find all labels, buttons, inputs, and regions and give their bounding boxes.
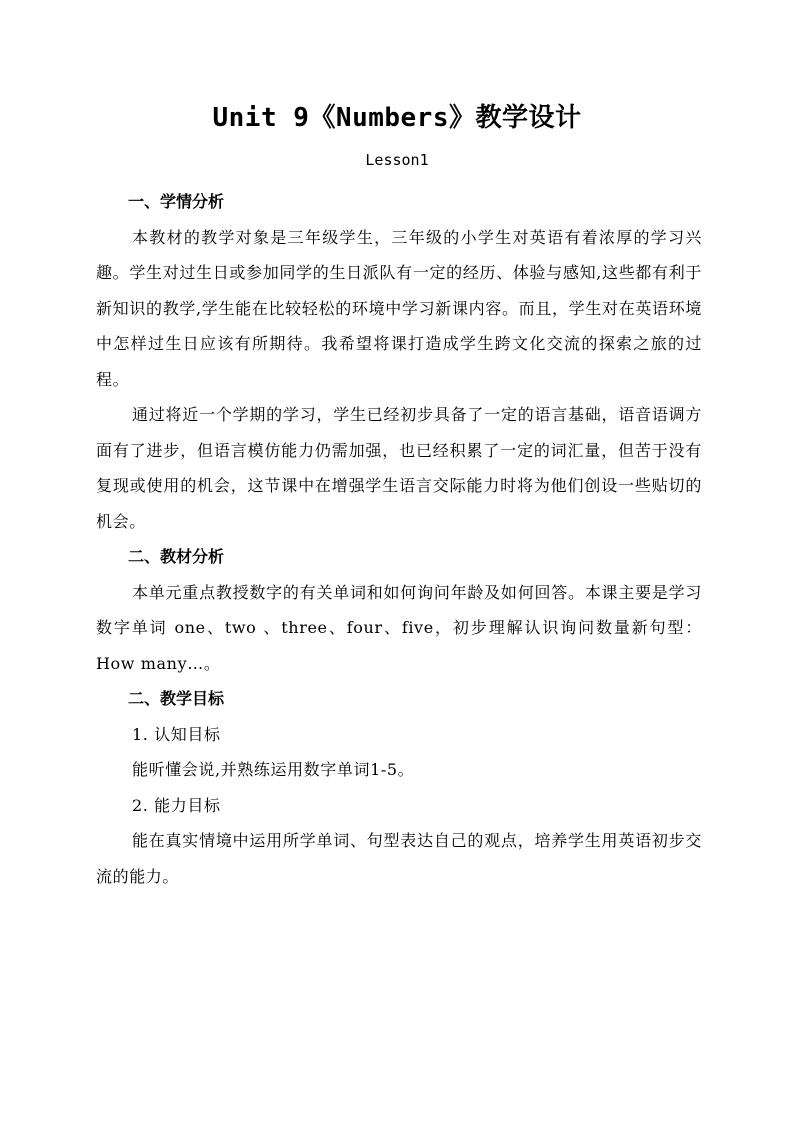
paragraph: 本教材的教学对象是三年级学生，三年级的小学生对英语有着浓厚的学习兴趣。学生对过生日或参加同学的生日派队有一定的经历、体验与感知,这些都有利于新知识的教学,学生能在比较轻松的环境中学习新课内容。而且，学生对在英语环境中怎样过生日应该有所期待。我希望将课打造成学生跨文化交流的探索之旅的过程。 <box>96 227 702 389</box>
section-heading-material-analysis: 二、教材分析 <box>128 547 225 566</box>
goal-text-cognitive: 能听懂会说,并熟练运用数字单词1-5。 <box>132 760 415 779</box>
paragraph: 本单元重点教授数字的有关单词和如何询问年龄及如何回答。本课主要是学习数字单词 one、two 、three、four、five，初步理解认识询问数量新句型：How many…。 <box>96 582 702 673</box>
section-heading-teaching-goals: 二、教学目标 <box>128 689 225 708</box>
document-subtitle: Lesson1 <box>365 151 429 169</box>
paragraph: 通过将近一个学期的学习，学生已经初步具备了一定的语言基础，语音语调方面有了进步，但语言模仿能力仍需加强，也已经积累了一定的词汇量，但苦于没有复现或使用的机会，这节课中在增强学生语言交际能力时将为他们创设一些贴切的机会。 <box>96 405 702 531</box>
section-heading-learner-analysis: 一、学情分析 <box>128 192 225 211</box>
document-body <box>96 184 702 894</box>
goal-text-ability: 能在真实情境中运用所学单词、句型表达自己的观点，培养学生用英语初步交流的能力。 <box>96 831 702 886</box>
goal-label-ability: 2. 能力目标 <box>132 795 221 815</box>
document-title: Unit 9《Numbers》教学设计 <box>212 103 582 133</box>
goal-label-cognitive: 1. 认知目标 <box>132 724 221 744</box>
